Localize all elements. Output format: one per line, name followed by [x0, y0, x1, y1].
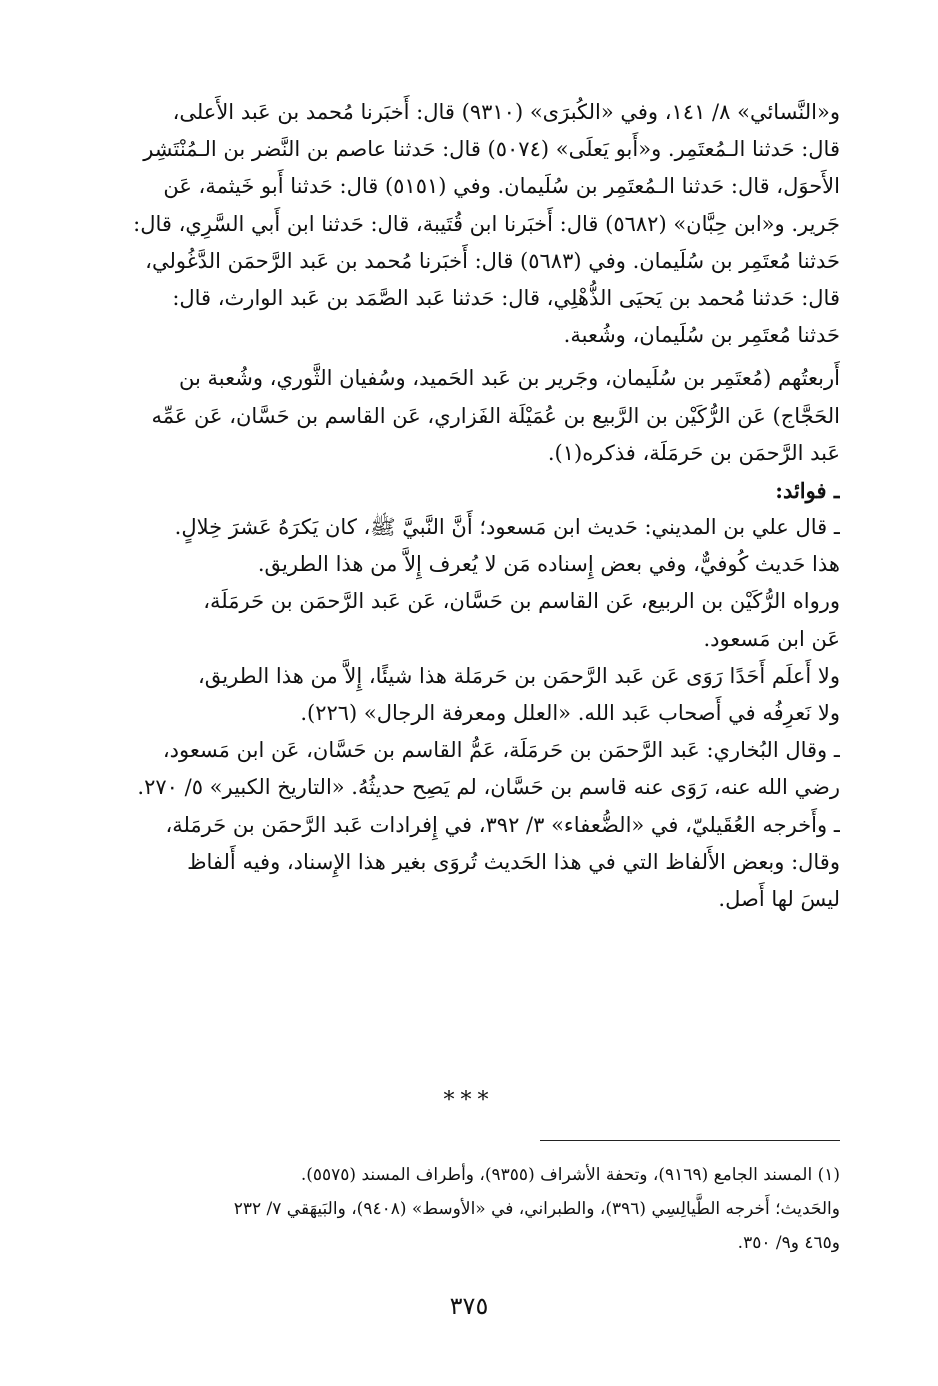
footnote-line: و٤٦٥ و٩/ ٣٥٠. — [737, 1233, 840, 1253]
paragraph-2 — [100, 360, 840, 472]
text-line: الأَحوَل، قال: حَدثنا الـمُعتَمِر بن سُلَيمان. وفي (٥١٥١) قال: حَدثنا أَبو خَيثمة، عَن — [163, 174, 840, 199]
text-line: ـ قال علي بن المديني: حَديث ابن مَسعود؛ أَنَّ النَّبيَّ ﷺ، كان يَكرَهُ عَشرَ خِلالٍ. — [174, 515, 840, 540]
text-line: ـ وقال البُخاري: عَبد الرَّحمَن بن حَرمَلَة، عَمُّ القاسم بن حَسَّان، عَن ابن مَسعود، — [162, 738, 840, 763]
paragraph-7 — [100, 807, 840, 919]
text-line: ليسَ لها أَصل. — [718, 886, 840, 911]
paragraph-1 — [100, 94, 840, 354]
text-line: قال: حَدثنا الـمُعتَمِر. و«أَبو يَعلَى» (٥٠٧٤) قال: حَدثنا عاصم بن النَّضر بن الـمُنْتَشِر — [143, 137, 840, 162]
paragraph-5 — [100, 658, 840, 732]
text-line: عَبد الرَّحمَن بن حَرمَلَة، فذكره(١). — [547, 440, 840, 465]
text-line: عَن ابن مَسعود. — [703, 626, 840, 651]
paragraph-3 — [100, 509, 840, 583]
text-line: ـ وأَخرجه العُقَيليّ، في «الضُّعفاء» ٣/ ٣٩٢، في إِفرادات عَبد الرَّحمَن بن حَرمَلة، — [165, 812, 840, 837]
text-line: و«النَّسائي» ٨/ ١٤١، وفي «الكُبرَى» (٩٣١٠) قال: أَخبَرنا مُحمد بن عَبد الأَعلى، — [172, 100, 840, 124]
main-text — [100, 94, 840, 918]
text-line: حَدثنا مُعتَمِر بن سُلَيمان، وشُعبة. — [563, 323, 840, 348]
footnote-line: (١) المسند الجامع (٩١٦٩)، وتحفة الأشراف (٩٣٥٥)، وأطراف المسند (٥٥٧٥). — [300, 1165, 840, 1185]
text-line: ولا أَعلَم أَحَدًا رَوَى عَن عَبد الرَّحمَن بن حَرمَلة هذا شيئًا، إِلاَّ من هذا الطريق، — [198, 663, 840, 688]
footnote-line: والحَديث؛ أَخرجه الطَّيالِسِي (٣٩٦)، والطبراني، في «الأوسط» (٩٤٠٨)، والبَيهَقي ٧/ ٢٣٢ — [233, 1199, 840, 1219]
text-line: حَدثنا مُعتَمِر بن سُلَيمان. وفي (٥٦٨٣) قال: أَخبَرنا مُحمد بن عَبد الرَّحمَن الدَّغُولي، — [145, 248, 840, 273]
text-line: هذا حَديث كُوفيٌّ، وفي بعض إِسناده مَن لا يُعرف إِلاَّ من هذا الطريق. — [257, 552, 840, 577]
text-line: ورواه الرُّكَيْن بن الربيع، عَن القاسم بن حَسَّان، عَن عَبد الرَّحمَن بن حَرمَلَة، — [203, 589, 840, 614]
text-line: أَربعتُهم (مُعتَمِر بن سُلَيمان، وجَرير بن عَبد الحَميد، وسُفيان الثَّوري، وشُعبة بن — [179, 366, 840, 391]
text-line: ولا نَعرِفُه في أَصحاب عَبد الله. «العلل ومعرفة الرجال» (٢٢٦). — [300, 701, 840, 725]
text-line: قال: حَدثنا مُحمد بن يَحيَى الذُّهْلِي، قال: حَدثنا عَبد الصَّمَد بن عَبد الوارث، قال: — [172, 285, 840, 310]
text-line: الحَجَّاج) عَن الرُّكَيْن بن الرَّبيع بن عُمَيْلَة الفَزاري، عَن القاسم بن حَسَّان، عَن عَمِّه — [151, 403, 840, 428]
section-separator: *** — [443, 1088, 495, 1113]
paragraph-6 — [100, 732, 840, 806]
footnotes — [100, 1158, 840, 1260]
paragraph-4 — [100, 583, 840, 657]
footnote-rule — [540, 1140, 840, 1141]
text-line: رضي الله عنه، رَوَى عنه قاسم بن حَسَّان، لم يَصِح حديثُهُ. «التاريخ الكبير» ٥/ ٢٧٠. — [137, 775, 840, 800]
text-line: جَرير. و«ابن حِبَّان» (٥٦٨٢) قال: أَخبَرنا ابن قُتَيبة، قال: حَدثنا ابن أَبي السَّرِي، قال: — [133, 211, 840, 236]
text-line: وقال: وبعض الأَلفاظ التي في هذا الحَديث تُروَى بغير هذا الإِسناد، وفيه أَلفاظ — [187, 849, 840, 874]
page-number: ٣٧٥ — [449, 1292, 489, 1320]
section-heading: ـ فوائد: — [775, 477, 840, 503]
